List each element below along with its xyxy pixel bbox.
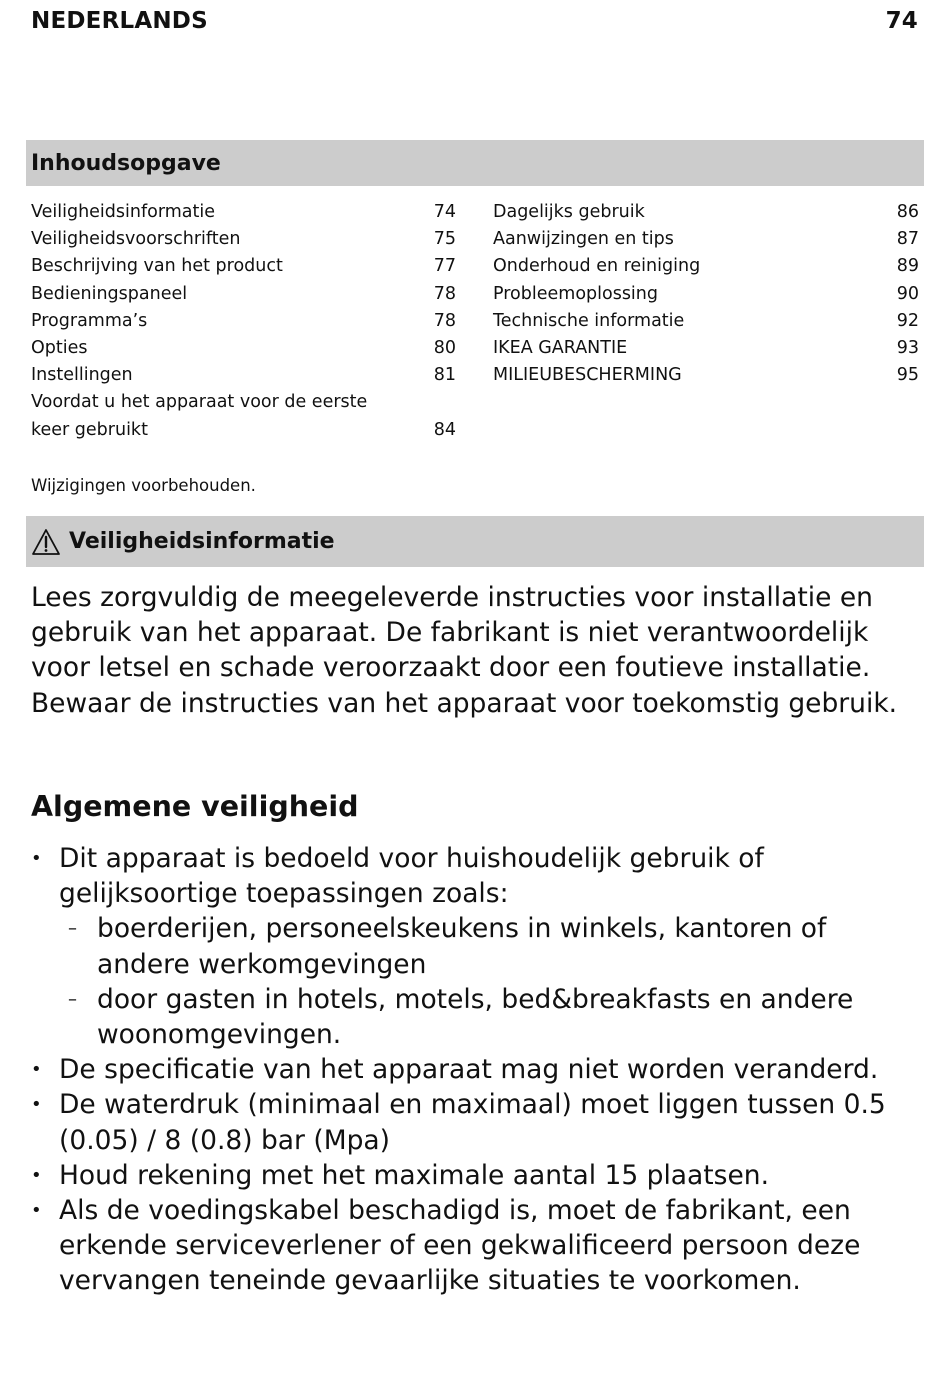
toc-entry-title: Technische informatie [493, 310, 685, 331]
safety-title: Veiligheidsinformatie [69, 529, 335, 554]
toc-entry-title: Veiligheidsinformatie [31, 202, 215, 222]
toc-entry-page: 80 [433, 338, 456, 359]
page-header [31, 4, 918, 38]
sub-list-item [59, 982, 926, 1052]
toc-entry-page: 89 [896, 256, 919, 277]
toc-entry[interactable] [31, 362, 456, 389]
toc-entry-title: Opties [31, 338, 88, 359]
sub-list-item-text: boerderijen, personeelskeukens in winkels, kantoren of andere werkomgevingen [97, 913, 827, 980]
list-item-text: Houd rekening met het maximale aantal 15 plaatsen. [59, 1159, 770, 1191]
toc-entry[interactable] [493, 362, 919, 389]
toc-entry[interactable] [493, 253, 919, 280]
toc-entry[interactable] [31, 335, 456, 362]
list-item-text: De specificatie van het apparaat mag niet worden veranderd. [59, 1054, 879, 1086]
toc-entry[interactable] [31, 281, 456, 308]
toc-entry-title: Bedieningspaneel [31, 283, 188, 304]
toc-entry-title: Voordat u het apparaat voor de eerste keer gebruikt [31, 392, 368, 440]
toc-entry-title: MILIEUBESCHERMING [493, 365, 682, 386]
general-safety-list [31, 841, 926, 1299]
toc-entry[interactable] [31, 199, 456, 226]
sub-list-item [59, 911, 926, 981]
header-language: NEDERLANDS [31, 8, 208, 34]
toc-entry[interactable] [493, 226, 919, 253]
toc-entry[interactable] [493, 335, 919, 362]
list-item [31, 1052, 926, 1087]
toc-heading-bar [26, 140, 924, 186]
toc-entry-page: 95 [896, 365, 919, 386]
general-safety-heading: Algemene veiligheid [31, 790, 359, 823]
sub-list-item-text: door gasten in hotels, motels, bed&breakfasts en andere woonomgevingen. [97, 983, 854, 1051]
toc-entry[interactable] [493, 281, 919, 308]
list-item [31, 1158, 926, 1193]
header-page-number: 74 [885, 8, 918, 34]
list-item-text: Als de voedingskabel beschadigd is, moet de fabrikant, een erkende serviceverlener of een gekwalificeerd persoon deze vervangen teneinde gevaarlijke situaties te voorkomen. [59, 1195, 861, 1297]
toc-entry-title: Programma’s [31, 310, 148, 331]
toc-entry-page: 77 [433, 256, 456, 277]
toc-entry-page: 90 [896, 283, 919, 304]
toc-entry-page: 93 [896, 338, 919, 359]
toc-entry-page: 78 [433, 310, 456, 331]
toc-column-right [493, 199, 919, 444]
changes-reserved-note: Wijzigingen voorbehouden. [31, 476, 256, 495]
list-item-text: De waterdruk (minimaal en maximaal) moet liggen tussen 0.5 (0.05) / 8 (0.8) bar (Mpa) [59, 1089, 886, 1156]
table-of-contents [31, 199, 919, 444]
toc-entry-title: Probleemoplossing [493, 283, 658, 304]
toc-entry[interactable] [31, 226, 456, 253]
safety-heading-bar [26, 516, 924, 567]
warning-triangle-icon [31, 528, 61, 556]
list-item [31, 1087, 926, 1157]
toc-entry-page: 84 [433, 419, 456, 440]
toc-entry[interactable] [31, 308, 456, 335]
toc-entry-title: Veiligheidsvoorschriften [31, 229, 241, 250]
list-item [31, 1193, 926, 1299]
toc-entry-title: Instellingen [31, 365, 133, 386]
toc-title: Inhoudsopgave [31, 150, 221, 176]
toc-entry-page: 86 [896, 202, 919, 222]
toc-entry-page: 81 [433, 365, 456, 386]
toc-entry-page: 87 [896, 229, 919, 250]
toc-entry-page: 92 [896, 310, 919, 331]
toc-entry[interactable] [31, 389, 456, 443]
toc-entry[interactable] [31, 253, 456, 280]
toc-entry-page: 78 [433, 283, 456, 304]
list-item [31, 841, 926, 1052]
safety-intro-paragraph: Lees zorgvuldig de meegeleverde instructies voor installatie en gebruik van het apparaat. De fabrikant is niet verantwoordelijk voor letsel en schade veroorzaakt door een foutieve installatie. Bewaar de instructies van het apparaat voor toekomstig gebruik. [31, 582, 898, 719]
toc-entry-title: Beschrijving van het product [31, 256, 283, 277]
sub-list [59, 911, 926, 1052]
toc-entry-page: 75 [433, 229, 456, 250]
list-item-text: Dit apparaat is bedoeld voor huishoudelijk gebruik of gelijksoortige toepassingen zoals: [59, 843, 764, 910]
toc-entry-title: IKEA GARANTIE [493, 338, 628, 359]
toc-column-left [31, 199, 456, 444]
toc-entry[interactable] [493, 308, 919, 335]
toc-entry-page: 74 [433, 202, 456, 222]
toc-entry[interactable] [493, 199, 919, 226]
toc-entry-title: Onderhoud en reiniging [493, 256, 701, 277]
toc-entry-title: Dagelijks gebruik [493, 202, 645, 222]
toc-entry-title: Aanwijzingen en tips [493, 229, 674, 250]
